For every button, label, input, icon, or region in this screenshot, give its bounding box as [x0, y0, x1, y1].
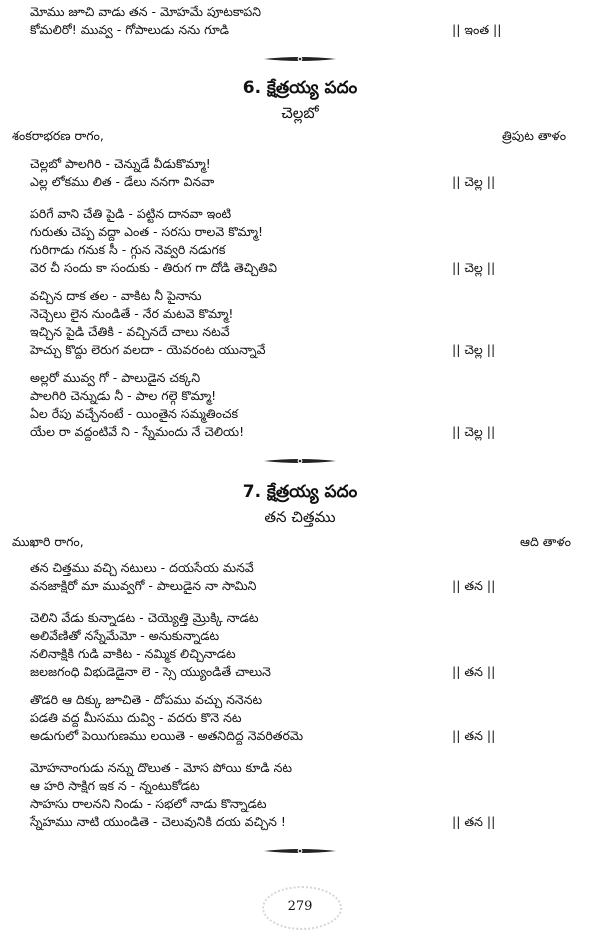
refrain-marker: || ఇంత || [452, 22, 502, 37]
verse-line: చెల్లబో పాలగిరి - చెన్నుడే వీడుకొమ్మా! [30, 156, 211, 171]
verse-line: స్నేహము నాటి యుండితె - చెలువునికి దయ వచ్చిన ! [30, 814, 286, 829]
verse-line: కోమలిరో! మువ్వ - గోపాలుడు నను గూడి [30, 22, 230, 37]
page-number: 279 [287, 899, 313, 914]
song-heading: 7. క్షేత్రయ్య పదం [242, 482, 358, 502]
verse-line: నెచ్చెలు లైన నుండితే - నేర మటవె కొమ్మా! [30, 306, 234, 321]
verse-line: అలివేణితో నస్నేమేమో - అనుకున్నాడట [30, 628, 220, 643]
verse-line: జలజగంధి విభుడెడైనా లె - స్సె య్యుండితే చాలునె [30, 664, 271, 679]
verse-line: చెలిని వేడు కున్నాడట - చెయ్యెత్తి మ్రొక్కి నాడట [30, 610, 259, 625]
verse-line: అల్లరో మువ్వ గో - పాలుడైన చక్కని [30, 370, 201, 385]
raga-label: శంకరాభరణ రాగం, [12, 128, 104, 143]
refrain-marker: || చెల్ల || [452, 424, 496, 439]
verse-line: తొడరి ఆ దిక్కు జూచితె - దోపము వచ్చు ననెనట [30, 692, 263, 707]
refrain-marker: || తన || [452, 578, 496, 593]
verse-line: యేల రా వద్దంటివే ని - స్నేమందు నే చెలియ! [30, 424, 245, 439]
refrain-marker: || తన || [452, 814, 496, 829]
verse-line: తన చిత్తము వచ్చి నటులు - దయసేయ మనవే [30, 560, 254, 575]
tala-label: ఆది తాళం [520, 534, 571, 549]
verse-line: గురుతు చెప్ప వద్దా ఎంత - సరసు రాలవె కొమ్మా! [30, 224, 263, 239]
verse-line: వెర చీ సందు కా సందుకు - తిరుగ గా దోడి తెచ్చితివి [30, 260, 277, 275]
verse-line: హెచ్చు కొద్దు లెరుగ వలదా - యెవరంట యున్నావే [30, 342, 266, 357]
verse-line: ఆ హరి సాక్షిగ ఇక న - న్నంటుకోడట [30, 778, 200, 793]
refrain-marker: || చెల్ల || [452, 342, 496, 357]
song-title: చెల్లబో [281, 104, 319, 122]
refrain-marker: || చెల్ల || [452, 260, 496, 275]
tala-label: త్రిపుట తాళం [502, 128, 567, 143]
verse-line: అడుగులో పెయిగుణము లయితె - అతనిదిద్ద నెవరితరమె [30, 728, 304, 743]
song-heading: 6. క్షేత్రయ్య పదం [242, 78, 358, 98]
verse-line: ఇచ్చిన పైడి చేతికి - వచ్చినదే చాలు నటవే [30, 324, 230, 339]
verse-line: ఎల్ల లోకము లిత - డేలు ననగా వినవా [30, 174, 215, 189]
ornament-divider [262, 456, 338, 466]
verse-line: వచ్చిన దాక తల - వాకిట నీ పైనాను [30, 288, 202, 303]
refrain-marker: || తన || [452, 664, 496, 679]
verse-line: సాహసు రాలనని నిండు - సభలో నాడు కొన్నాడట [30, 796, 267, 811]
refrain-marker: || తన || [452, 728, 496, 743]
verse-line: ఏల రేపు వచ్చేనంటే - యింతైన సమ్మతించక [30, 406, 239, 421]
raga-label: ముఖారి రాగం, [12, 534, 84, 549]
refrain-marker: || చెల్ల || [452, 174, 496, 189]
verse-line: వనజాక్షిరో మా మువ్వగో - పాలుడైన నా సామిని [30, 578, 257, 593]
verse-line: మోహనాంగుడు నన్ను దొలుత - మోస పోయి కూడి నట [30, 760, 293, 775]
verse-line: నలినాక్షికి గుడి వాకిట - నమ్మిక లిచ్చినాడట [30, 646, 236, 661]
ornament-divider [262, 846, 338, 856]
verse-line: గురిగాడు గనుక సీ - గ్గున నెవ్వరి నడుగక [30, 242, 226, 257]
verse-line: మోము జూచి వాడు తన - మోహమే పూటకాపని [30, 4, 262, 19]
verse-line: పడతి వద్ద మీసము దువ్వి - వదరు కొనె నట [30, 710, 242, 725]
song-title: తన చిత్తము [264, 508, 336, 526]
ornament-divider [262, 54, 338, 64]
verse-line: పాలగిరి చెన్నుడు నీ - పాల గల్గె కొమ్మా! [30, 388, 217, 403]
verse-line: పరిగే వాని చేతి పైడి - పట్టిన దానవా ఇంటి [30, 206, 232, 221]
